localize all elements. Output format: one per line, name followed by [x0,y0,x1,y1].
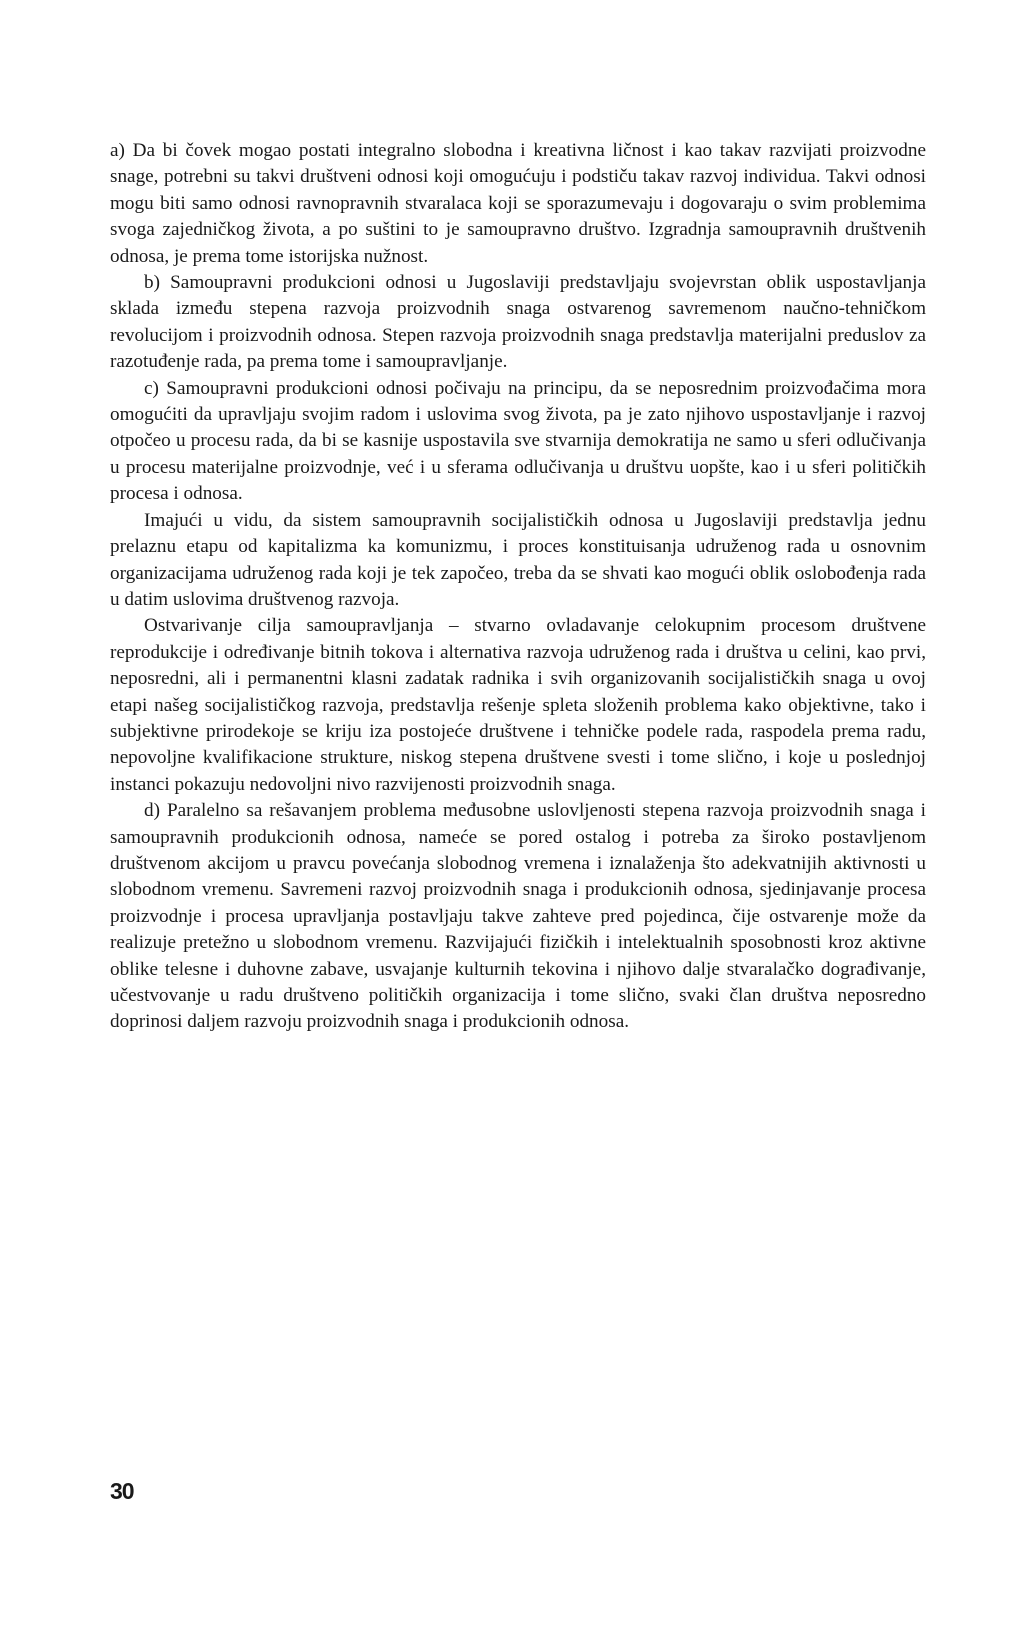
page-number: 30 [110,1478,134,1504]
paragraph-d: d) Paralelno sa rešavanjem problema međusobne uslovljenosti stepena razvoja proizvodnih snaga i samoupravnih produkcionih odnosa, nameće se pored ostalog i potreba za široko postavljenom društvenom akcijom u pravcu povećanja slobodnog vremena i iznalaženja što adekvatnijih aktivnosti u slobodnom vremenu. Savremeni razvoj proizvodnih snaga i produkcionih odnosa, sjedinjavanje procesa proizvodnje i procesa upravljanja postavljaju takve zahteve pred pojedinca, čije ostvarenje može da realizuje pretežno u slobodnom vremenu. Razvijajući fizičkih i intelektualnih sposobnosti kroz aktivne oblike telesne i duhovne zabave, usvajanje kulturnih tekovina i njihovo dalje stvaralačko dograđivanje, učestvovanje u radu društveno političkih organizacija i tome slično, svaki član društva neposredno doprinosi daljem razvoju proizvodnih snaga i produkcionih odnosa. [110,800,926,1033]
paragraph-imajuci: Imajući u vidu, da sistem samoupravnih socijalističkih odnosa u Jugoslaviji predstavlja jednu prelaznu etapu od kapitalizma ka komunizmu, i proces konstituisanja udruženog rada u osnovnim organizacijama udruženog rada koji je tek započeo, treba da se shvati kao mogući oblik oslobođenja rada u datim uslovima društvenog razvoja. [110,509,926,610]
paragraph-a: a) Da bi čovek mogao postati integralno slobodna i kreativna ličnost i kao takav razvijati proizvodne snage, potrebni su takvi društveni odnosi koji omogućuju i podstiču takav razvoj individua. Takvi odnosi mogu biti samo odnosi ravnopravnih stvaralaca koji se sporazumevaju i dogovaraju o svim problemima svoga zajedničkog života, a po suštini to je samoupravno društvo. Izgradnja samoupravnih društvenih odnosa, je prema tome istorijska nužnost. [110,140,926,267]
paragraph-ostvarivanje: Ostvarivanje cilja samoupravljanja – stvarno ovladavanje celokupnim procesom društvene reprodukcije i određivanje bitnih tokova i alternativa razvoja udruženog rada i društva u celini, kao prvi, neposredni, ali i permanentni klasni zadatak radnika i svih organizovanih socijalističkih snaga u ovoj etapi našeg socijalističkog razvoja, predstavlja rešenje spleta složenih problema kako objektivne, tako i subjektivne prirodekoje se kriju iza postojeće društvene i tehničke podele rada, raspodela prema radu, nepovoljne kvalifikacione strukture, niskog stepena društvene svesti i tome slično, i koje u poslednjoj instanci pokazuju nedovoljni nivo razvijenosti proizvodnih snaga. [110,615,926,795]
page-body [110,138,926,1036]
paragraph-b: b) Samoupravni produkcioni odnosi u Jugoslaviji predstavljaju svojevrstan oblik uspostavljanja sklada između stepena razvoja proizvodnih snaga ostvarenog savremenom naučno-tehničkom revolucijom i proizvodnih odnosa. Stepen razvoja proizvodnih snaga predstavlja materijalni preduslov za razotuđenje rada, pa prema tome i samoupravljanje. [110,272,926,373]
paragraph-c: c) Samoupravni produkcioni odnosi počivaju na principu, da se neposrednim proizvođačima mora omogućiti da upravljaju svojim radom i uslovima svog života, pa je zato njihovo uspostavljanje i razvoj otpočeo u procesu rada, da bi se kasnije uspostavila sve stvarnija demokratija ne samo u sferi odlučivanja u procesu materijalne proizvodnje, već i u sferama odlučivanja u društvu uopšte, kao i u sferi političkih procesa i odnosa. [110,377,926,505]
